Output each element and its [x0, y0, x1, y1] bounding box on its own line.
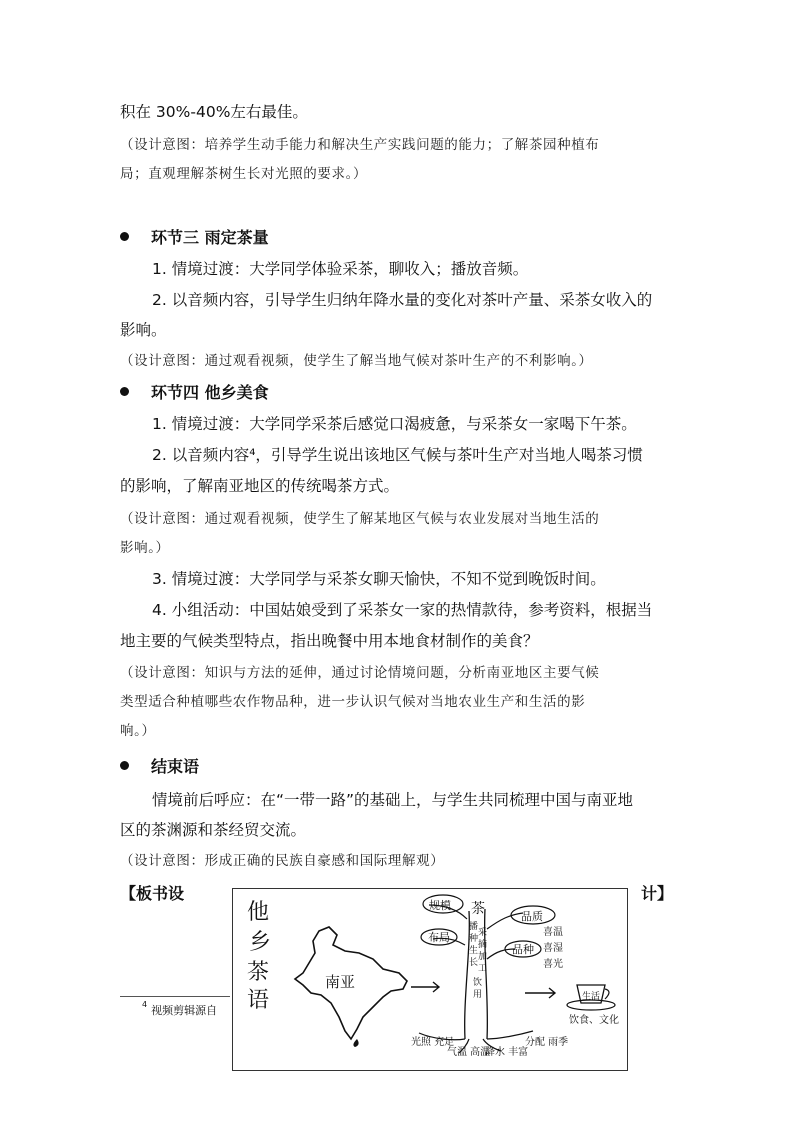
footnote-text: 视频剪辑源自: [151, 1004, 218, 1017]
trunk-text: 工: [478, 964, 488, 974]
step-line: 2. 以音频内容，引导学生归纳年降水量的变化对茶叶产量、采茶女收入的: [152, 291, 653, 309]
step-line: 地主要的气候类型特点，指出晚餐中用本地食材制作的美食？: [120, 632, 539, 650]
arrow-icon: [411, 982, 439, 992]
tree-top-label: 茶: [471, 901, 485, 917]
climate-note: 喜光: [543, 959, 563, 970]
trunk-text: 种: [469, 934, 479, 944]
section-heading-4: [120, 382, 269, 404]
board-title-char: 乡: [249, 930, 272, 955]
leaf-label: 品种: [512, 943, 534, 956]
design-intent-note: （设计意图：知识与方法的延伸，通过讨论情境问题，分析南亚地区主要气候: [120, 665, 600, 681]
sri-lanka-shape: [353, 1039, 358, 1047]
heading-text: 环节四 他乡美食: [151, 383, 269, 402]
bullet-icon: [120, 232, 129, 241]
section-heading-ending: [120, 756, 199, 778]
design-intent-note: 响。）: [120, 723, 156, 739]
blackboard-design-image: [232, 888, 628, 1071]
trunk-text: 饮: [473, 978, 483, 988]
bullet-icon: [120, 387, 129, 396]
design-intent-note: （设计意图：通过观看视频，使学生了解当地气候对茶叶生产的不利影响。）: [120, 353, 593, 369]
trunk-text: 生: [469, 946, 479, 956]
root-label: 气温 高温: [447, 1047, 491, 1058]
trunk-text: 采: [478, 928, 488, 938]
root-label: 降水 丰富: [485, 1047, 529, 1058]
step-line: 3. 情境过渡：大学同学与采茶女聊天愉快，不知不觉到晚饭时间。: [152, 570, 606, 588]
design-intent-note: （设计意图：培养学生动手能力和解决生产实践问题的能力；了解茶园种植布: [120, 137, 600, 153]
leaf-label: 规模: [429, 899, 451, 912]
region-label: 南亚: [325, 973, 356, 991]
step-line: 2. 以音频内容⁴，引导学生说出该地区气候与茶叶生产对当地人喝茶习惯: [152, 446, 643, 464]
paragraph-line: 区的茶渊源和茶经贸交流。: [120, 821, 307, 839]
trunk-text: 用: [473, 990, 483, 1000]
cup-handle: [605, 989, 609, 999]
board-title-char: 茶: [247, 960, 270, 985]
heading-text: 结束语: [151, 757, 200, 776]
board-title-char: 他: [247, 900, 270, 925]
footnote: [142, 1002, 217, 1018]
board-heading-right: 计】: [641, 884, 674, 903]
cup-caption: 饮食、文化: [569, 1015, 619, 1026]
climate-note: 喜湿: [543, 943, 563, 954]
section-heading-3: [120, 227, 269, 249]
step-line: 1. 情境过渡：大学同学采茶后感觉口渴疲惫，与采茶女一家喝下午茶。: [152, 415, 637, 433]
design-intent-note: （设计意图：形成正确的民族自豪感和国际理解观）: [120, 853, 445, 869]
root-label: 光照 充足: [411, 1037, 455, 1048]
design-intent-note: （设计意图：通过观看视频，使学生了解某地区气候与农业发展对当地生活的: [120, 511, 600, 527]
step-line: 的影响，了解南亚地区的传统喝茶方式。: [120, 477, 400, 495]
design-intent-note: 影响。）: [120, 540, 170, 556]
design-intent-note: 局；直观理解茶树生长对光照的要求。）: [120, 166, 368, 182]
paragraph-line: 积在 30%-40%左右最佳。: [120, 103, 308, 121]
heading-text: 环节三 雨定茶量: [151, 228, 269, 247]
trunk-text: 播: [469, 922, 479, 932]
footnote-number: 4: [142, 1000, 148, 1010]
trunk-text: 加: [478, 952, 488, 962]
step-line: 1. 情境过渡：大学同学体验采茶，聊收入；播放音频。: [152, 260, 529, 278]
branch: [487, 949, 515, 959]
step-line: 4. 小组活动：中国姑娘受到了采茶女一家的热情款待，参考资料，根据当: [152, 601, 653, 619]
design-intent-note: 类型适合种植哪些农作物品种，进一步认识气候对当地农业生产和生活的影: [120, 694, 586, 710]
step-line: 影响。: [120, 321, 167, 339]
board-title-char: 语: [247, 988, 270, 1013]
board-sketch: [233, 889, 627, 1070]
bullet-icon: [120, 761, 129, 770]
trunk-text: 长: [469, 958, 479, 968]
cup-label: 生活: [582, 992, 601, 1002]
paragraph-line: 情境前后呼应：在“一带一路”的基础上，与学生共同梳理中国与南亚地: [152, 791, 634, 809]
leaf-label: 布局: [428, 931, 450, 944]
trunk-text: 摘: [478, 940, 488, 950]
root-label: 分配 雨季: [525, 1037, 569, 1048]
footnote-divider: [120, 996, 230, 997]
arrow-icon: [525, 988, 555, 998]
climate-note: 喜温: [543, 927, 563, 938]
board-heading-left: 【板书设: [120, 884, 185, 903]
leaf-label: 品质: [521, 910, 543, 923]
